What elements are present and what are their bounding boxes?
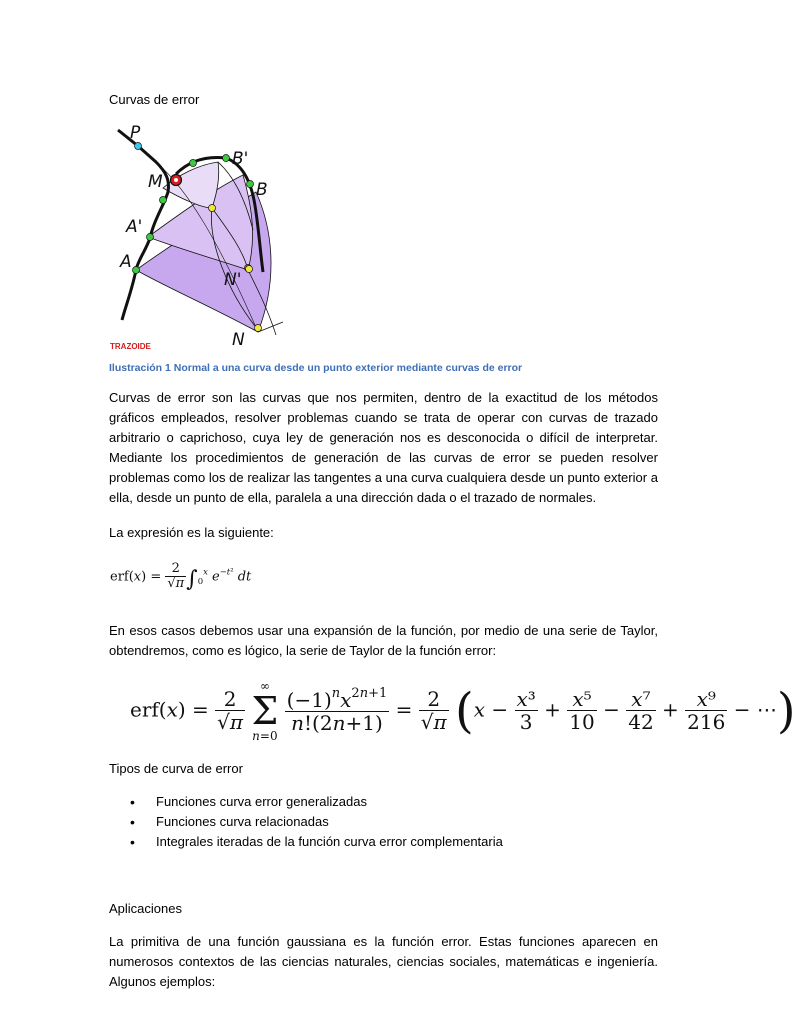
point-n-prime bbox=[246, 266, 253, 273]
erf-definition-formula: erf(x) = $\frac{2}{√\pi}$ $\int_0^x$ $e^{-t^2}$ dt bbox=[110, 561, 252, 593]
figure-caption: Ilustración 1 Normal a una curva desde un punto exterior mediante curvas de error bbox=[109, 362, 523, 374]
intro-paragraph: Curvas de error son las curvas que nos permiten, dentro de la exactitud de los métodos gráficos empleados, resolver problemas cuando se trata de operar con curvas de trazado arbitrario o caprichoso, cuya ley de generación nos es desconocida o difícil de interpretar. Mediante los procedimientos de generación de las curvas de error se pueden resolver problemas como los de realizar las tangentes a una curva cualquiera desde un punto exterior a ella, desde un punto de ella, paralela a una dirección dada o el trazado de normales. bbox=[109, 390, 658, 505]
trazoide-logo: TRAZOIDE bbox=[110, 342, 151, 351]
point-green-top bbox=[190, 160, 197, 167]
label-p: P bbox=[130, 123, 141, 143]
expression-intro: La expresión es la siguiente: bbox=[109, 525, 274, 540]
bullet-icon: • bbox=[130, 814, 135, 830]
taylor-paragraph: En esos casos debemos usar una expansión de la función, por medio de una serie de Taylor, obtendremos, como es lógico, la serie de Taylor de la función error: bbox=[109, 623, 658, 658]
point-b bbox=[247, 181, 254, 188]
list-item: • Integrales iteradas de la función curva error complementaria bbox=[130, 834, 503, 850]
types-list bbox=[130, 792, 503, 852]
small-shaded-region bbox=[163, 162, 219, 208]
label-m: M bbox=[148, 172, 163, 192]
applications-heading: Aplicaciones bbox=[109, 901, 182, 916]
point-p bbox=[135, 143, 142, 150]
list-item: • Funciones curva relacionadas bbox=[130, 814, 329, 830]
bullet-icon: • bbox=[130, 834, 135, 850]
label-n-prime: N' bbox=[224, 270, 242, 290]
label-a: A bbox=[120, 252, 132, 272]
point-b-prime bbox=[223, 155, 230, 162]
erf-taylor-series-formula: erf(x) = $\frac{2}{√\pi}$ ∞ Σ n=0 $\frac{(-1)^nx^{2n+1}}{n!(2n+1)}$ = $\frac{2}{√\pi}$ (x − $\frac{\text{x³}}{3}$ + $\frac{\text{x⁵}}{10}$ − $\frac{\text{x⁷}}{42}$ + $\frac{\text{x⁹}}{216}$ − ⋯) bbox=[130, 679, 796, 743]
label-b-prime: B' bbox=[232, 149, 249, 169]
page-title: Curvas de error bbox=[109, 92, 200, 107]
point-green-mid bbox=[160, 197, 167, 204]
error-curve-figure bbox=[108, 120, 308, 352]
label-b: B bbox=[256, 180, 268, 200]
list-item: • Funciones curva error generalizadas bbox=[130, 794, 367, 810]
applications-paragraph: La primitiva de una función gaussiana es la función error. Estas funciones aparecen en numerosos contextos de las ciencias naturales, ciencias sociales, matemáticas e ingeniería. Algunos ejemplos: bbox=[109, 934, 658, 989]
point-a-prime bbox=[147, 234, 154, 241]
label-n: N bbox=[232, 330, 245, 350]
label-a-prime: A' bbox=[126, 217, 143, 237]
point-yellow-upper bbox=[209, 205, 216, 212]
point-n bbox=[255, 325, 262, 332]
bullet-icon: • bbox=[130, 794, 135, 810]
types-heading: Tipos de curva de error bbox=[109, 761, 243, 776]
point-a bbox=[133, 267, 140, 274]
